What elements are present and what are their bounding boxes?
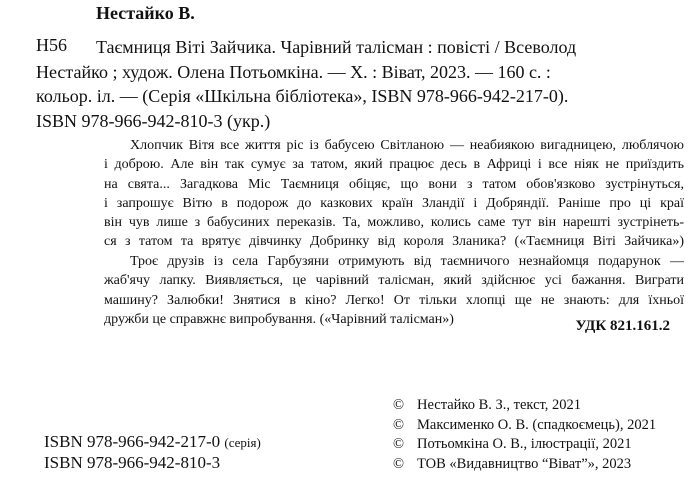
copyright-line: [393, 416, 656, 436]
annotation-line: і запрошує Вітю в подорож до казкових країн Зландії і Добряндії. Раніше про ці краї: [104, 195, 684, 211]
copyright-line: [393, 396, 656, 416]
annotation-line: і доброю. Але він так сумує за татом, який працює десь в Африці і все ніяк не приїздить: [104, 157, 684, 173]
isbn-series-line: [44, 432, 261, 453]
copyright-icon: ©: [393, 436, 405, 452]
copyright-icon: ©: [393, 455, 405, 472]
copyright-text: ТОВ «Видавництво “Віват”», 2023: [417, 455, 632, 472]
annotation-line: він чув лише з бабусиних переказів. Та, можливо, колись саме тут він нарешті зустрінеть-: [104, 215, 684, 231]
isbn-series-note: (серія): [224, 435, 261, 450]
annotation-line: на свята... Загадкова Міс Таємниця обіцяє, що вони з татом обов'язково зустрінуться,: [104, 176, 684, 192]
annotation-line: Троє друзів із села Гарбузяни отримують від таємничого незнайомця подарунок —: [130, 254, 684, 269]
bibliographic-record: [36, 35, 676, 133]
copyright-line: [393, 435, 656, 455]
copyright-line: [393, 455, 656, 475]
isbn-series: ISBN 978-966-942-217-0: [44, 432, 221, 451]
classification-code: Н56: [36, 35, 67, 55]
bibliographic-line: Таємниця Віті Зайчика. Чарівний талісман : повісті / Всеволод: [96, 37, 577, 57]
annotation-line: жаб'ячу лапку. Виявляється, це чарівний талісман, який здійснює усі бажання. Виграти: [104, 273, 684, 289]
copyright-icon: ©: [393, 416, 405, 433]
copyright-text: Нестайко В. З., текст, 2021: [417, 397, 582, 413]
bibliographic-line: Нестайко ; худож. Олена Потьомкіна. — Х. : Віват, 2023. — 160 с. :: [36, 61, 551, 82]
annotation-line: ся з татом та врятує дівчинку Добринку від короля Зланика? («Таємниця Віті Зайчика»): [104, 234, 684, 250]
annotation-line: Хлопчик Вітя все життя ріс із бабусею Світланою — неабиякою вигадницею, люблячою: [130, 138, 684, 153]
udk-code: УДК 821.161.2: [575, 318, 670, 334]
isbn-book: ISBN 978-966-942-810-3: [44, 453, 221, 472]
annotation-line: машину? Залюбки! Знятися в кіно? Легко! От тільки хлопці ще не знають: для їхньої: [104, 292, 684, 308]
annotation-line: дружби це справжнє випробування. («Чарівний талісман»): [104, 311, 454, 327]
copyright-icon: ©: [393, 397, 405, 413]
copyright-block: [393, 396, 656, 474]
bibliographic-isbn-line: ISBN 978-966-942-810-3 (укр.): [36, 110, 271, 131]
isbn-block: [44, 432, 261, 473]
annotation-paragraph-1: [104, 136, 684, 252]
copyright-text: Максименко О. В. (спадкоємець), 2021: [417, 416, 657, 433]
author-heading: Нестайко В.: [96, 3, 195, 23]
copyright-text: Потьомкіна О. В., ілюстрації, 2021: [417, 436, 632, 452]
bibliographic-line: кольор. іл. — (Серія «Шкільна бібліотека», ISBN 978-966-942-217-0).: [36, 86, 569, 106]
